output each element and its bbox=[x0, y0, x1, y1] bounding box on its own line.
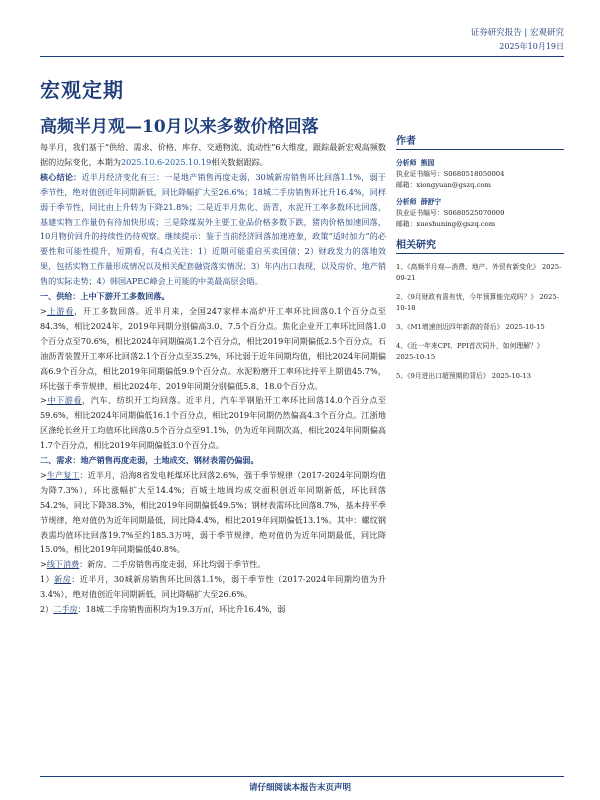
analyst-card bbox=[396, 158, 564, 191]
newhouse-paragraph bbox=[40, 572, 386, 602]
report-date: 2025年10月19日 bbox=[499, 42, 564, 51]
consumption-text: ：新房、二手房销售再度走弱，环比均弱于季节性。 bbox=[79, 559, 266, 570]
secondhand-text: ：18城二手房销售面积均为19.3万㎡，环比升16.4%，弱 bbox=[77, 604, 286, 615]
midstream-text: ，汽车、纺织开工均回落。近半月，汽车半钢胎开工率环比回落14.0个百分点至59.6%，相比2024年同期偏低16.1个百分点，相比2019年同期仍然偏高4.3个百分点。江浙地区涤纶长丝开工均值环比回落0.5个百分点至91.1%，仍为近年同期次高，相比2024年同期偏高1.7个百分点，相比2019年同期偏低3.0个百分点。 bbox=[40, 395, 386, 451]
related-report-item[interactable]: 4、《近一年来CPI、PPI首次同升，如何理解？》 2025-10-15 bbox=[396, 342, 544, 361]
sidebar bbox=[396, 136, 564, 390]
related-report-item[interactable]: 5、《9月进出口超预期的背后》 2025-10-13 bbox=[396, 372, 531, 380]
intro-period: 2025.10.6-2025.10.19 bbox=[120, 156, 212, 167]
secondhand-label: 二手房 bbox=[53, 604, 78, 615]
related-report-item[interactable]: 2、《9月财政有喜有忧，今年预算能完成吗？》 2025-10-18 bbox=[396, 293, 559, 312]
analyst-license: 执业证书编号：S0680525070009 bbox=[396, 209, 505, 217]
section-demand-heading: 二、需求：地产销售再度走弱，土地成交、钢材表需仍偏弱。 bbox=[40, 455, 259, 466]
intro-paragraph bbox=[40, 140, 386, 170]
report-header bbox=[0, 0, 600, 62]
core-text: 近半月经济变化有三：一是地产销售再度走弱，30城新房销售环比回落1.1%，弱于季节性，绝对值创近年同期新低，同比降幅扩大至26.6%；18城二手房销售环比升16.4%，同样弱于季节性，同比由上升转为下降21.8%；二是近半月焦化、沥青，水泥开工率多数环比回落，基建实物工作量仍有待加快形成；三是除煤炭外主要工业品价格多数下跌，猪肉价格加速回落，10月物价回升的持续性仍待观察。继续提示：鉴于当前经济回落加速迹象，政策“适时加力”的必要性和可能性提升，短期看，有4点关注：1）近期可能重启买卖国债；2）财政发力的落地效果，包括实物工作量形成情况以及相关配套融资落实情况；3）年内出口表现，以及房价、地产销售的实际走势；4）韩国APEC峰会上可能的中美最高层会晤。 bbox=[40, 171, 386, 287]
consumption-label: 线下消费 bbox=[46, 559, 80, 570]
footer-divider bbox=[40, 776, 564, 777]
main-body bbox=[40, 140, 386, 617]
analyst-email[interactable]: 邮箱：xueshuning@gszq.com bbox=[396, 220, 496, 228]
upstream-text: ，开工多数回落。近半月来，全国247家样本高炉开工率环比回落0.1个百分点至84.3%，相比2024年，2019年同期分别偏高3.0、7.5个百分点。焦化企业开工率环比回落1.0个百分点至70.6%，相比2024年同期偏高1.2个百分点，相比2019年同期偏低2.5个百分点，石油沥青装置开工率环比回落2.1个百分点至35.2%，环比弱于近年同期均值，相比2024年同期偏高6.9个百分点，相比2019年同期偏低9.9个百分点。水泥粉磨开工率环比持平上期值45.7%，环比强于季节规律，相比2024年、2019年同期分别偏低5.8、18.0个百分点。 bbox=[40, 305, 386, 391]
analyst-license: 执业证书编号：S0680518050004 bbox=[396, 170, 505, 178]
production-text: ：近半月，沿海8省发电耗煤环比回落2.6%，强于季节规律（2017-2024年同期均值为降7.3%），环比涨幅扩大至14.4%；百城土地周均成交面积创近年同期新低，环比回落54.2%，同比下降38.3%，相比2019年同期偏低49.5%；钢材表需环比回落8.7%，基本持平季节规律，绝对值仍为近年同期最低，同比降4.4%，相比2019年同期偏低13.1%。其中：螺纹钢表需均值环比回落19.7%至约185.3万吨，弱于季节规律，绝对值仍为近年同期最低，同比降15.0%，相比2019年同期偏低40.8%。 bbox=[40, 469, 386, 555]
analyst-name: 熊园 bbox=[420, 159, 435, 167]
section-supply-heading: 一、供给：上中下游开工多数回落。 bbox=[40, 291, 170, 302]
analyst-card bbox=[396, 197, 564, 230]
analyst-role: 分析师 bbox=[396, 198, 417, 206]
related-report-item[interactable]: 3、《M1增速创近四年新高的背后》 2025-10-15 bbox=[396, 323, 545, 331]
analyst-role: 分析师 bbox=[396, 159, 417, 167]
newhouse-label: 新房 bbox=[54, 574, 72, 585]
consumption-paragraph: >线下消费：新房、二手房销售再度走弱，环比均弱于季节性。 bbox=[40, 559, 266, 570]
header-meta bbox=[471, 26, 564, 54]
midstream-paragraph: >中下游看，汽车、纺织开工均回落。近半月，汽车半钢胎开工率环比回落14.0个百分点至59.6%，相比2024年同期偏低16.1个百分点，相比2019年同期仍然偏高4.3个百分点。江浙地区涤纶长丝开工均值环比回落0.5个百分点至91.1%，仍为近年同期次高，相比2024年同期偏高1.7个百分点，相比2019年同期偏低3.0个百分点。 bbox=[40, 395, 386, 451]
newhouse-prefix: 1） bbox=[40, 574, 55, 585]
related-report-item[interactable]: 1、《高频半月观—消费、地产、外贸有新变化》 2025-09-21 bbox=[396, 263, 562, 282]
intro-tail: 相关数据跟踪。 bbox=[211, 156, 268, 167]
newhouse-text: ：近半月，30城新房销售环比回落1.1%，弱于季节性（2017-2024年同期均值为升3.4%），绝对值创近年同期新低，同比降幅扩大至26.6%。 bbox=[40, 574, 386, 600]
production-paragraph: >生产复工：近半月，沿海8省发电耗煤环比回落2.6%，强于季节规律（2017-2024年同期均值为降7.3%），环比涨幅扩大至14.4%；百城土地周均成交面积创近年同期新低，环比回落54.2%，同比下降38.3%，相比2019年同期偏低49.5%；钢材表需环比回落8.7%，基本持平季节规律，绝对值仍为近年同期最低，同比降4.4%，相比2019年同期偏低13.1%。其中：螺纹钢表需均值环比回落19.7%至约185.3万吨，弱于季节规律，绝对值仍为近年同期最低，同比降15.0%，相比2019年同期偏低40.8%。 bbox=[40, 469, 386, 555]
secondhand-paragraph bbox=[40, 602, 386, 617]
analyst-name: 薛舒宁 bbox=[420, 198, 442, 206]
core-label: 核心结论： bbox=[40, 171, 82, 182]
core-conclusion bbox=[40, 170, 386, 289]
report-series: 宏观定期 bbox=[40, 78, 124, 102]
intro-text: 每半月，我们基于“供给、需求、价格、库存、交通物流、流动性”6大维度，跟踪最新宏观高频数据的边际变化，本期为 bbox=[40, 142, 386, 167]
related-research-heading: 相关研究 bbox=[396, 240, 564, 254]
report-category: 证券研究报告 | 宏观研究 bbox=[470, 28, 564, 38]
secondhand-prefix: 2） bbox=[40, 604, 54, 615]
analyst-email[interactable]: 邮箱：xiongyuan@gszq.com bbox=[396, 181, 491, 189]
footer-disclaimer: 请仔细阅读本报告末页声明 bbox=[248, 783, 351, 793]
upstream-paragraph: >上游看，开工多数回落。近半月来，全国247家样本高炉开工率环比回落0.1个百分点至84.3%，相比2024年，2019年同期分别偏高3.0、7.5个百分点。焦化企业开工率环比回落1.0个百分点至70.6%，相比2024年同期偏高1.2个百分点，相比2019年同期偏低2.5个百分点，石油沥青装置开工率环比回落2.1个百分点至35.2%，环比弱于近年同期均值，相比2024年同期偏高6.9个百分点，相比2019年同期偏低9.9个百分点。水泥粉磨开工率环比持平上期值45.7%，环比强于季节规律，相比2024年、2019年同期分别偏低5.8、18.0个百分点。 bbox=[40, 305, 386, 391]
header-divider bbox=[40, 56, 564, 57]
midstream-label: 中下游看 bbox=[46, 395, 83, 406]
upstream-label: 上游看 bbox=[46, 305, 75, 316]
report-title: 高频半月观—10月以来多数价格回落 bbox=[40, 117, 319, 137]
production-label: 生产复工 bbox=[46, 469, 80, 480]
authors-heading: 作者 bbox=[396, 136, 564, 150]
